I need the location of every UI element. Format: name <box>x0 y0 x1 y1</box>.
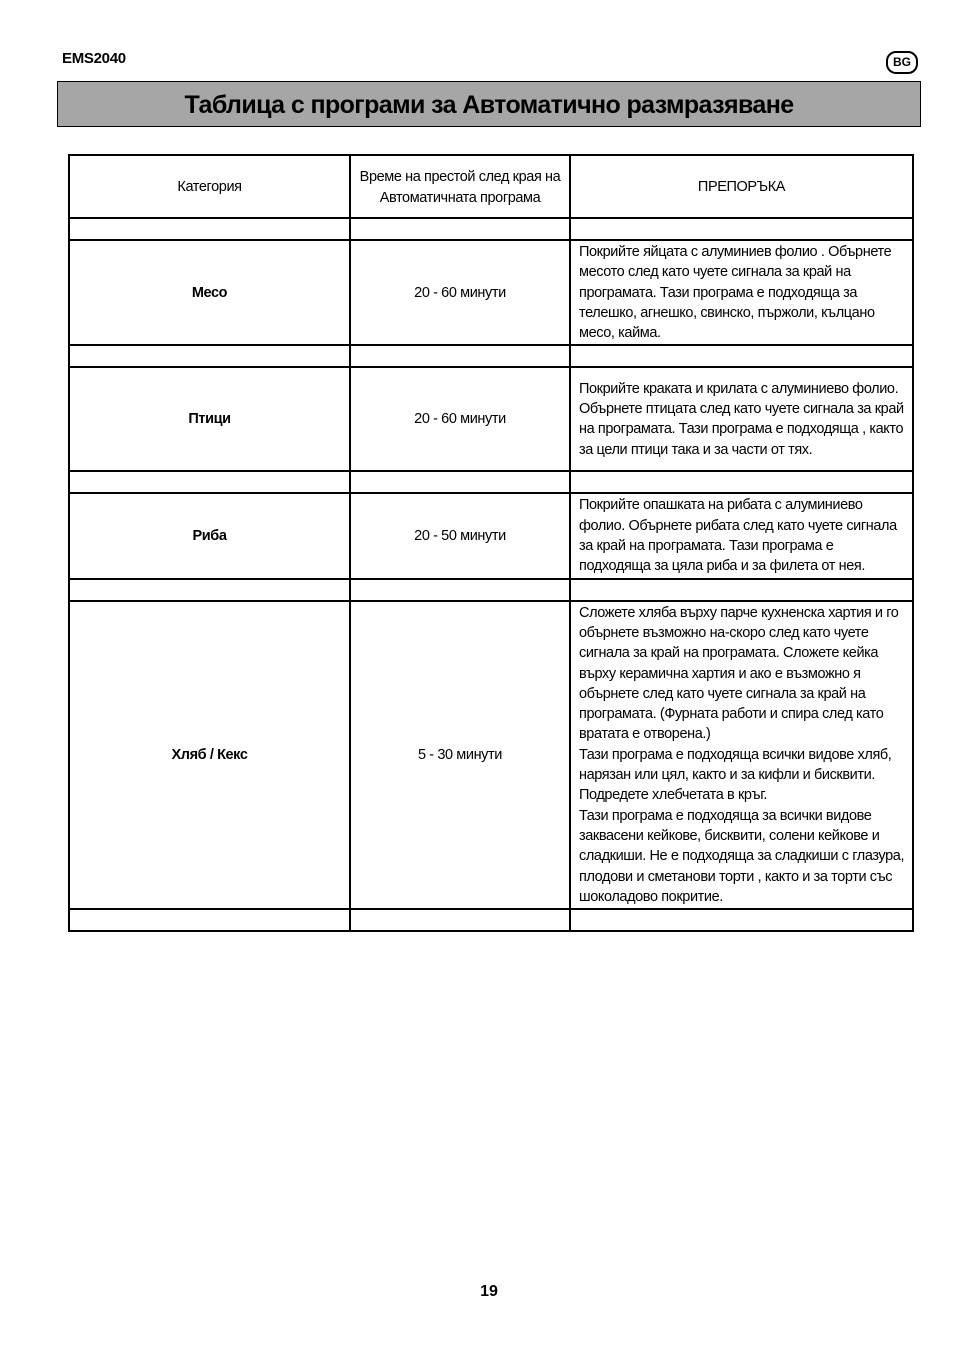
table-row <box>69 240 913 345</box>
recommendation-cell <box>570 601 913 909</box>
recommendation-paragraph: Сложете хляба върху парче кухненска хартия и го обърнете възможно на-скоро след като чуете сигнала за край на програмата. Сложете кейка върху керамична хартия и ако е възможно я обърнете след като чуете сигнала за край на програмата. (Фурната работи и спира след като вратата е отворена.) <box>579 604 899 743</box>
time-cell: 5 - 30 минути <box>350 601 570 909</box>
page-number: 19 <box>480 1283 498 1300</box>
spacer-row <box>69 909 913 931</box>
page-title: Таблица с програми за Автоматично размразяване <box>57 81 921 127</box>
time-cell: 20 - 60 минути <box>350 367 570 471</box>
time-cell: 20 - 50 минути <box>350 493 570 578</box>
recommendation-paragraph: Тази програма е подходяща всички видове хляб, нарязан или цял, както и за кифли и бисквити. Подредете хлебчетата в кръг. <box>579 746 892 804</box>
category-cell: Риба <box>69 493 350 578</box>
recommendation-cell: Покрийте краката и крилата с алуминиево фолио. Обърнете птицата след като чуете сигнала за край на програмата. Тази програма е подходяща , както за цели птици така и за части от тях. <box>570 367 913 471</box>
spacer-row <box>69 218 913 240</box>
defrost-program-table <box>68 154 914 932</box>
recommendation-cell: Покрийте опашката на рибата с алуминиево фолио. Обърнете рибата след като чуете сигнала за край на програмата. Тази програма е подходяща за цяла риба и за филета от нея. <box>570 493 913 578</box>
table-header-row <box>69 155 913 218</box>
language-badge: BG <box>886 51 918 74</box>
model-number: EMS2040 <box>62 50 126 67</box>
table-row <box>69 493 913 578</box>
column-header-category: Категория <box>69 155 350 218</box>
spacer-row <box>69 345 913 367</box>
spacer-row <box>69 579 913 601</box>
table-row <box>69 601 913 909</box>
category-cell: Птици <box>69 367 350 471</box>
table-row <box>69 367 913 471</box>
recommendation-cell: Покрийте яйцата с алуминиев фолио . Обърнете месото след като чуете сигнала за край на програмата. Тази програма е подходяща за телешко, агнешко, свинско, пържоли, кълцано месо, кайма. <box>570 240 913 345</box>
column-header-recommendation: ПРЕПОРЪКА <box>570 155 913 218</box>
time-cell: 20 - 60 минути <box>350 240 570 345</box>
column-header-standing-time: Време на престой след края на Автоматичната програма <box>350 155 570 218</box>
spacer-row <box>69 471 913 493</box>
recommendation-paragraph: Тази програма е подходяща за всички видове заквасени кейкове, бисквити, солени кейкове и сладкиши. Не е подходяща за сладкиши с глазура, плодови и сметанови торти , както и за торти със шоколадово покритие. <box>579 807 905 905</box>
category-cell: Хляб / Кекс <box>69 601 350 909</box>
category-cell: Месо <box>69 240 350 345</box>
